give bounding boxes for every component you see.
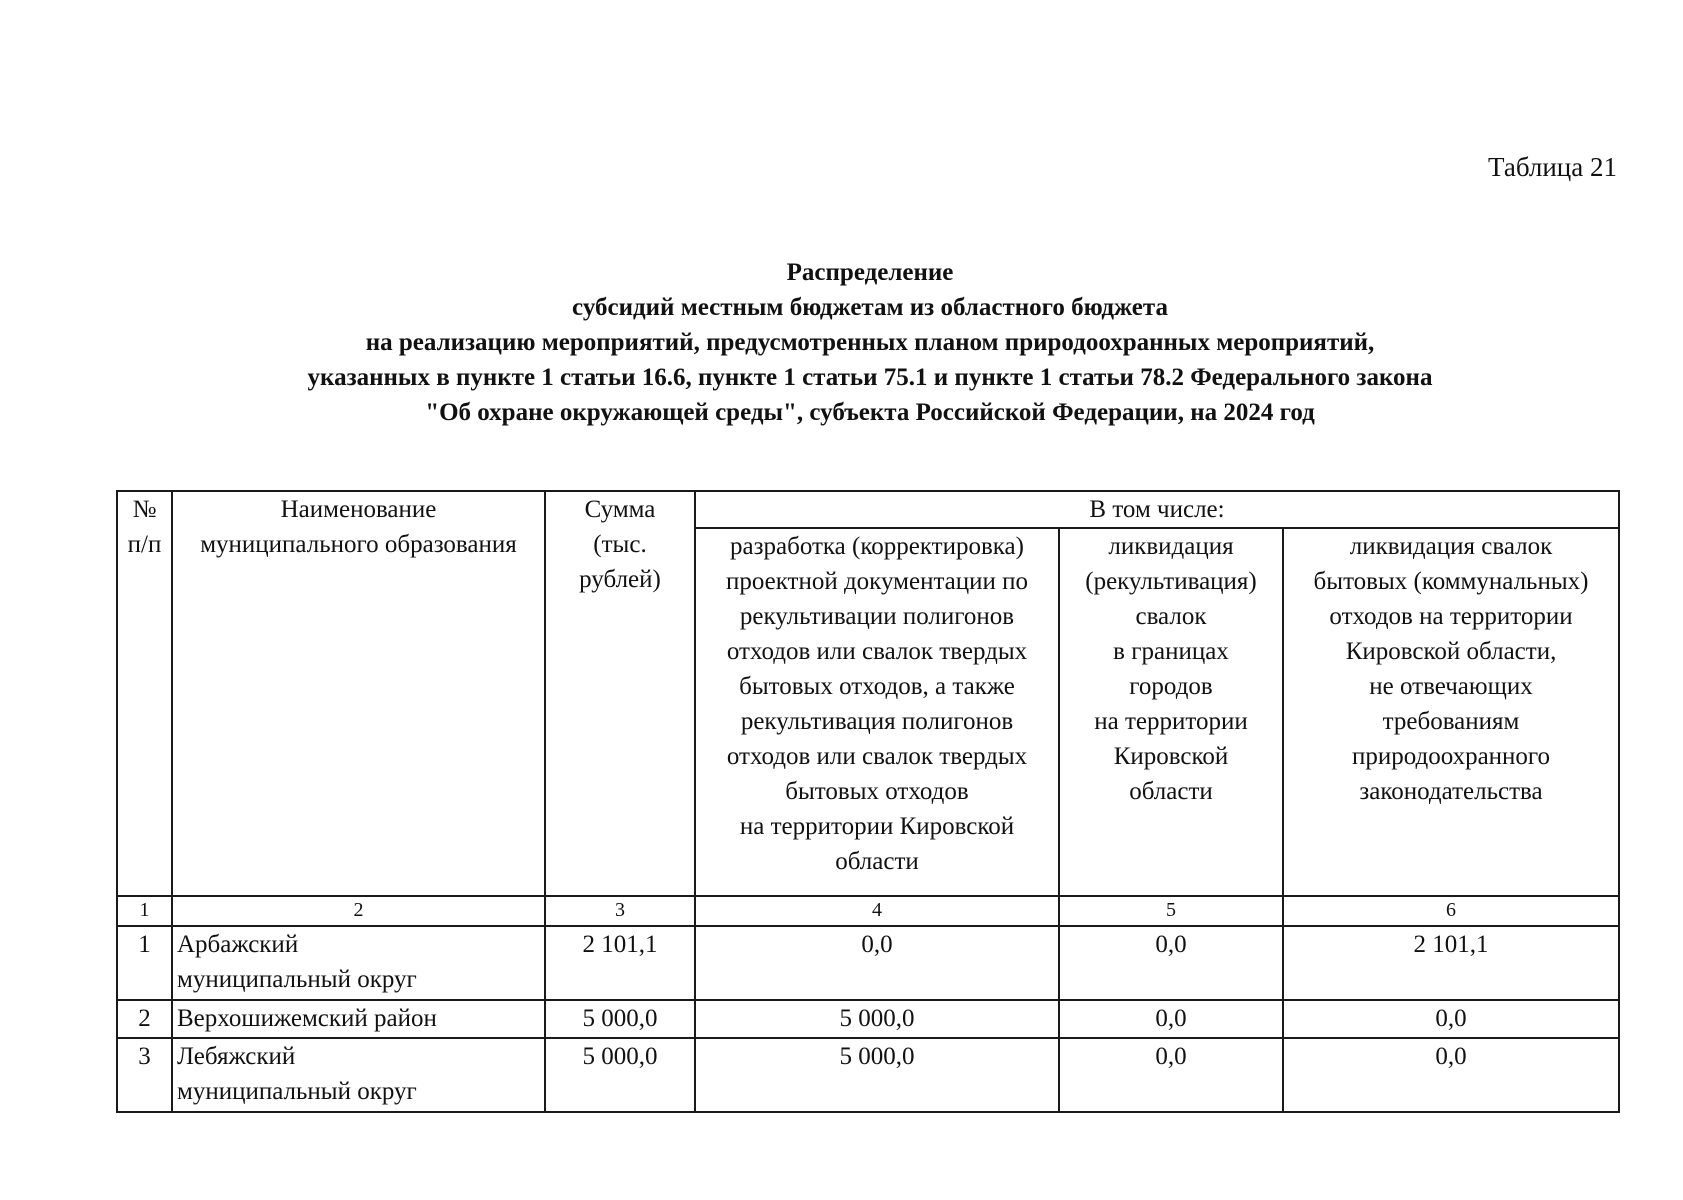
heading-line: "Об охране окружающей среды", субъекта Российской Федерации, на 2024 год xyxy=(425,399,1315,426)
header-row xyxy=(117,491,1619,528)
column-number: 4 xyxy=(695,896,1059,926)
table-number: Таблица 21 xyxy=(1488,152,1617,182)
column-number: 6 xyxy=(1283,896,1619,926)
row-col6: 2 101,1 xyxy=(1283,926,1619,1000)
heading-line: на реализацию мероприятий, предусмотренных планом природоохранных мероприятий, xyxy=(365,329,1375,356)
row-name: Лебяжский муниципальный округ xyxy=(172,1038,545,1112)
header-including: В том числе: xyxy=(695,491,1619,528)
row-num: 2 xyxy=(117,1000,172,1038)
header-col5: ликвидация (рекультивация) свалок в границах городов на территории Кировской области xyxy=(1059,528,1283,896)
column-number: 2 xyxy=(172,896,545,926)
row-col4: 5 000,0 xyxy=(695,1000,1059,1038)
header-num: № п/п xyxy=(117,491,172,896)
row-col5: 0,0 xyxy=(1059,1000,1283,1038)
table-row xyxy=(117,1038,1619,1112)
subsidy-distribution-table xyxy=(116,490,1620,1113)
column-number: 3 xyxy=(545,896,695,926)
row-col6: 0,0 xyxy=(1283,1038,1619,1112)
column-numbers-row xyxy=(117,896,1619,926)
header-col4: разработка (корректировка) проектной документации по рекультивации полигонов отходов или свалок твердых бытовых отходов, а также рекультивация полигонов отходов или свалок твердых бытовых отходов на территории Кировской области xyxy=(695,528,1059,896)
row-col4: 0,0 xyxy=(695,926,1059,1000)
row-sum: 5 000,0 xyxy=(545,1038,695,1112)
table-row xyxy=(117,1000,1619,1038)
row-name: Верхошижемский район xyxy=(172,1000,545,1038)
heading-line: Распределение xyxy=(786,259,954,286)
header-col6: ликвидация свалок бытовых (коммунальных) отходов на территории Кировской области, не отвечающих требованиям природоохранного законодательства xyxy=(1283,528,1619,896)
row-sum: 2 101,1 xyxy=(545,926,695,1000)
heading-line: субсидий местным бюджетам из областного бюджета xyxy=(572,294,1168,321)
row-col6: 0,0 xyxy=(1283,1000,1619,1038)
column-number: 5 xyxy=(1059,896,1283,926)
column-number: 1 xyxy=(117,896,172,926)
heading-line: указанных в пункте 1 статьи 16.6, пункте 1 статьи 75.1 и пункте 1 статьи 78.2 Федерального закона xyxy=(307,364,1433,391)
row-sum: 5 000,0 xyxy=(545,1000,695,1038)
row-num: 1 xyxy=(117,926,172,1000)
document-heading xyxy=(0,255,1683,430)
row-name: Арбажский муниципальный округ xyxy=(172,926,545,1000)
row-col4: 5 000,0 xyxy=(695,1038,1059,1112)
row-col5: 0,0 xyxy=(1059,926,1283,1000)
header-name: Наименование муниципального образования xyxy=(172,491,545,896)
row-num: 3 xyxy=(117,1038,172,1112)
table-row xyxy=(117,926,1619,1000)
header-sum: Сумма (тыс. рублей) xyxy=(545,491,695,896)
row-col5: 0,0 xyxy=(1059,1038,1283,1112)
